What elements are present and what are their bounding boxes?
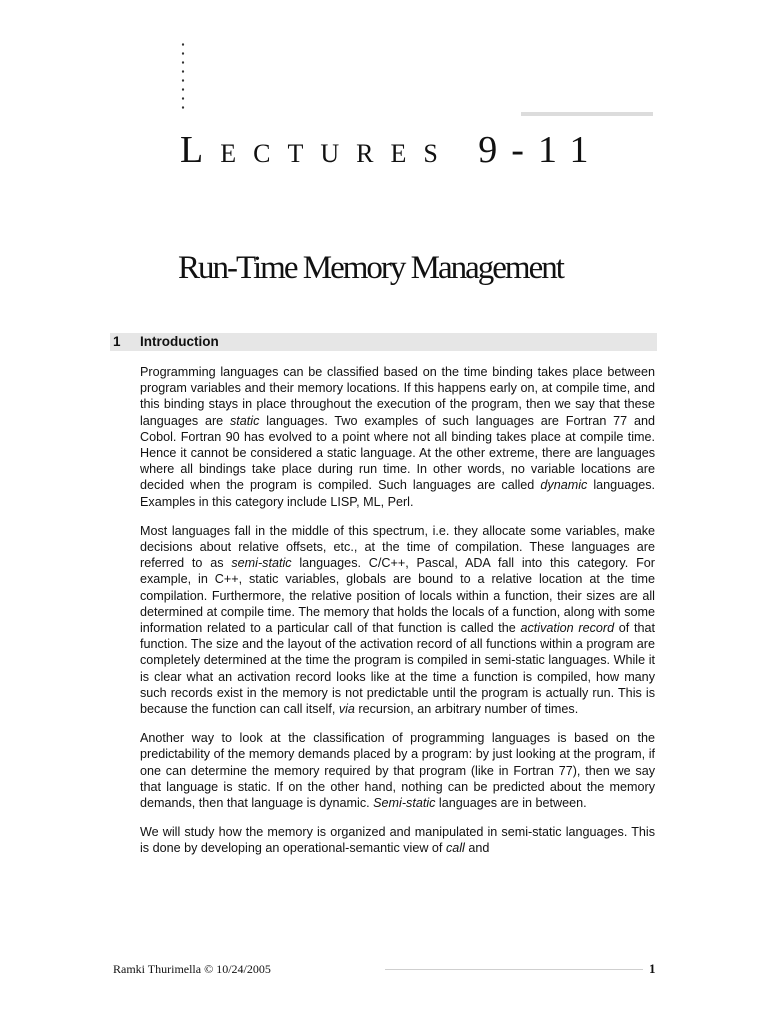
text-run: languages are in between. xyxy=(435,796,587,811)
text-run: Most languages fall in the middle of this spectrum, i.e. they allocate some variables, make decisions about relative offsets, etc., at the time of compilation. These languages are referred to as xyxy=(140,523,655,571)
text-run: languages. C/C++, Pascal, ADA fall into this category. For example, in C++, static variables, globals are bound to a relative location at the time compilation. Furthermore, the relative position of locals within a function, their sizes are all determined at compile time. The memory that holds the locals of a function, along with some information related to a particular call of that function is called the xyxy=(140,556,655,636)
page-title: Run-Time Memory Management xyxy=(178,250,563,286)
paragraph-1 xyxy=(140,364,655,510)
body-text xyxy=(140,364,655,870)
emphasis: Semi-static xyxy=(373,796,436,811)
footer-rule xyxy=(385,969,643,970)
text-run: and xyxy=(464,841,490,856)
section-title: Introduction xyxy=(140,334,219,349)
paragraph-2 xyxy=(140,523,655,717)
header-rule xyxy=(521,112,653,116)
lectures-initial: L xyxy=(180,129,221,171)
emphasis: dynamic xyxy=(540,478,588,493)
paragraph-4 xyxy=(140,824,655,856)
emphasis: semi-static xyxy=(231,556,292,571)
section-number: 1 xyxy=(113,334,121,349)
text-run: of that function. The size and the layout of the activation record of all functions within a program are completely determined at the time the program is compiled in semi-static languages. While it is clear what an activation record looks like at the time a function is compiled, how many such records exist in the memory is not predictable until the program is actually run. This is because the function can call itself, xyxy=(140,621,655,717)
lectures-number: 9-11 xyxy=(478,129,603,171)
decorative-dotted-line xyxy=(181,40,185,110)
emphasis: static xyxy=(229,413,260,428)
text-run: Programming languages can be classified based on the time binding takes place between program variables and their memory locations. If this happens early on, at compile time, and this binding stays in place throughout the execution of the program, then we say that these languages are xyxy=(140,365,655,428)
text-run: languages. Examples in this category include LISP, ML, Perl. xyxy=(140,478,656,509)
paragraph-3 xyxy=(140,730,655,811)
lectures-heading xyxy=(180,128,603,172)
text-run: recursion, an arbitrary number of times. xyxy=(354,702,579,717)
emphasis: activation record xyxy=(520,621,615,636)
footer-author-date: Ramki Thurimella © 10/24/2005 xyxy=(113,962,271,976)
emphasis: call xyxy=(445,841,465,856)
text-run: Another way to look at the classification of programming languages is based on the predictability of the memory demands placed by a program: by just looking at the program, if one can determine the memory required by that program (like in Fortran 77), then we say that language is static. If on the other hand, nothing can be predicted about the memory demands, then that language is dynamic. xyxy=(140,731,655,811)
page-number: 1 xyxy=(649,961,656,976)
lectures-word: ECTURES xyxy=(220,139,455,168)
text-run: We will study how the memory is organized and manipulated in semi-static languages. This is done by developing an operational-semantic view of xyxy=(140,825,655,856)
text-run: languages. Two examples of such languages are Fortran 77 and Cobol. Fortran 90 has evolved to a point where not all binding takes place at compile time. Hence it cannot be considered a static language. At the other extreme, there are languages where all bindings take place during run time. In other words, no variable locations are decided when the program is compiled. Such languages are called xyxy=(140,413,655,493)
emphasis: via xyxy=(338,702,355,717)
